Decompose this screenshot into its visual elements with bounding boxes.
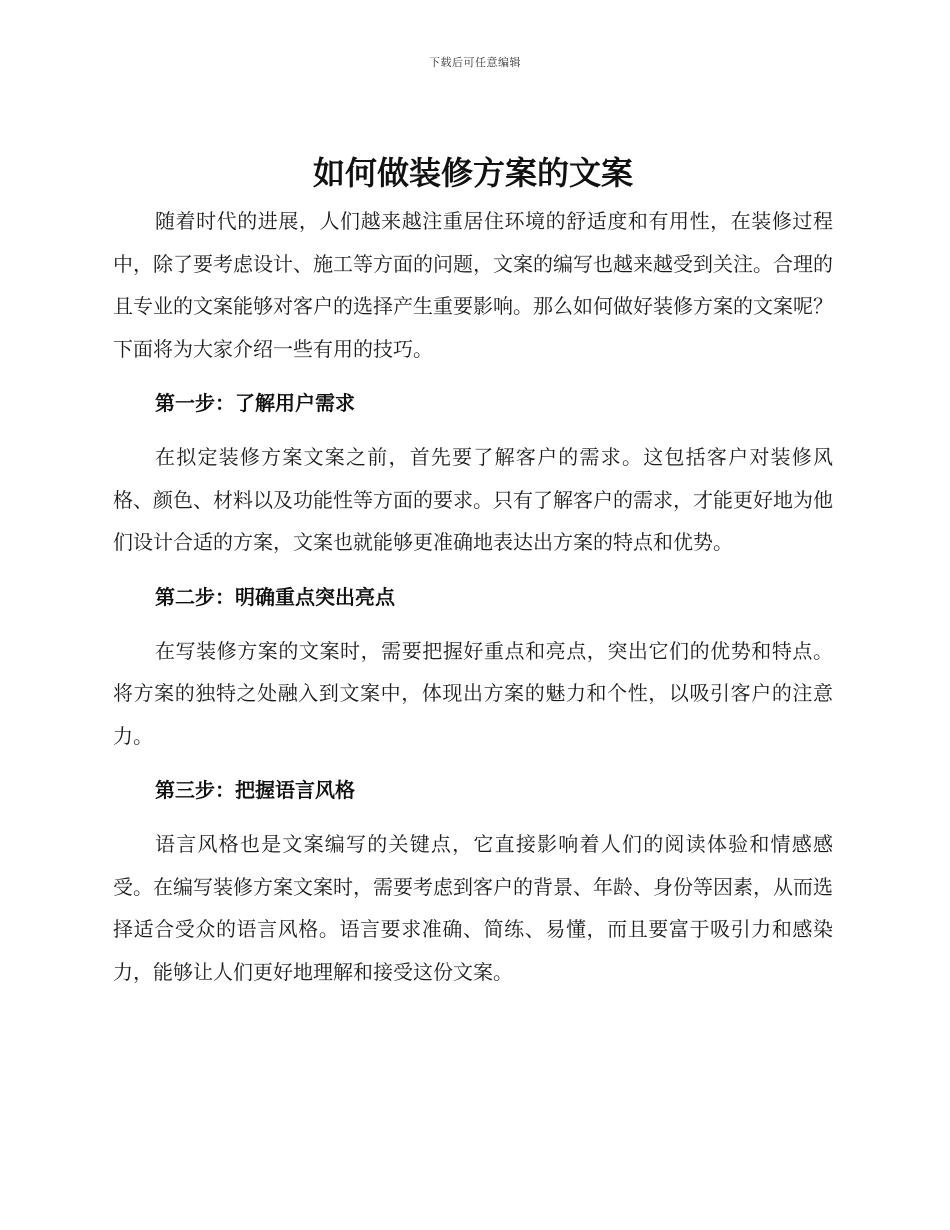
step-2-heading: 第二步：明确重点突出亮点: [155, 584, 395, 609]
header-note: 下载后可任意编辑: [429, 56, 521, 69]
intro-paragraph: 随着时代的进展，人们越来越注重居住环境的舒适度和有用性，在装修过程中，除了要考虑设计、施工等方面的问题，文案的编写也越来越受到关注。合理的且专业的文案能够对客户的选择产生重要影响。那么如何做好装修方案的文案呢？下面将为大家介绍一些有用的技巧。: [113, 209, 833, 361]
document-title: 如何做装修方案的文案: [312, 154, 633, 192]
document-body: [113, 146, 833, 993]
step-3-heading: 第三步：把握语言风格: [155, 778, 355, 802]
step-3-paragraph: 语言风格也是文案编写的关键点，它直接影响着人们的阅读体验和情感感受。在编写装修方案文案时，需要考虑到客户的背景、年龄、身份等因素，从而选择适合受众的语言风格。语言要求准确、简练、易懂，而且要富于吸引力和感染力，能够让人们更好地理解和接受这份文案。: [113, 832, 833, 984]
step-1-paragraph: 在拟定装修方案文案之前，首先要了解客户的需求。这包括客户对装修风格、颜色、材料以及功能性等方面的要求。只有了解客户的需求，才能更好地为他们设计合适的方案，文案也就能够更准确地表达出方案的特点和优势。: [113, 445, 833, 554]
step-1-heading: 第一步：了解用户需求: [155, 391, 355, 415]
step-2-paragraph: 在写装修方案的文案时，需要把握好重点和亮点，突出它们的优势和特点。将方案的独特之处融入到文案中，体现出方案的魅力和个性，以吸引客户的注意力。: [113, 638, 833, 748]
